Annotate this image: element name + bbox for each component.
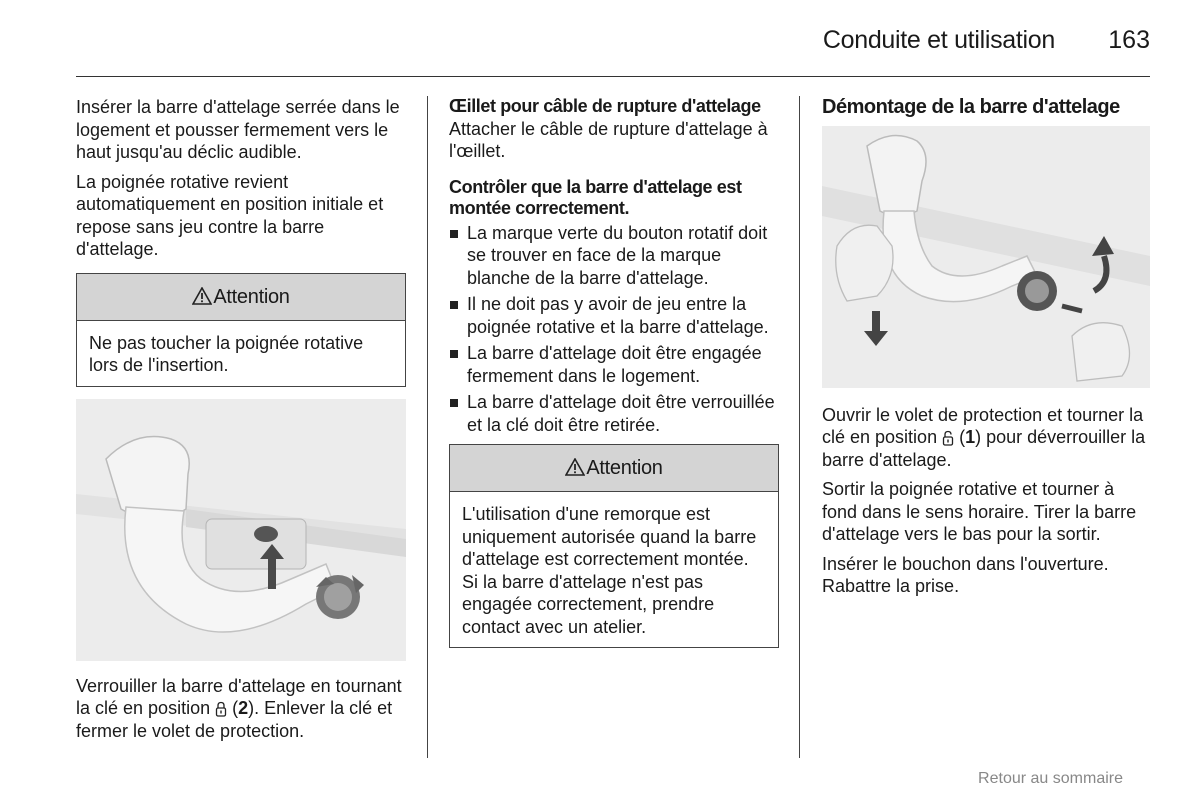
- page-header: [76, 22, 1150, 77]
- paragraph: Ouvrir le volet de protection et tourner la clé en position (1) pour déverrouiller la barre d'attelage.: [822, 404, 1146, 470]
- bullet-square-icon: [450, 399, 458, 407]
- page-number: 163: [1108, 26, 1150, 54]
- subheading: Œillet pour câble de rupture d'attelage: [449, 96, 761, 116]
- warning-title: Attention: [213, 285, 290, 308]
- tow-bar-locking-illustration: [76, 399, 406, 661]
- warning-text: Ne pas toucher la poignée rotative lors de l'insertion.: [89, 332, 364, 375]
- section-heading: Démontage de la barre d'attelage: [822, 96, 1120, 118]
- list-item: Il ne doit pas y avoir de jeu entre la poignée rotative et la barre d'attelage.: [449, 293, 779, 338]
- bullet-square-icon: [450, 230, 458, 238]
- warning-box: [76, 273, 406, 387]
- paragraph: Sortir la poignée rotative et tourner à fond dans le sens horaire. Tirer la barre d'attelage vers le bas pour la sortir.: [822, 479, 1137, 544]
- warning-triangle-icon: [192, 287, 212, 305]
- warning-text: L'utilisation d'une remorque est uniquement autorisée quand la barre d'attelage est correctement montée. Si la barre d'attelage n'est pas engagée correctement, prendre contact avec un atelier.: [462, 504, 757, 637]
- column-3: [822, 96, 1154, 605]
- warning-title: Attention: [586, 457, 663, 479]
- padlock-closed-icon: [215, 701, 227, 717]
- warning-triangle-icon: [565, 458, 585, 476]
- warning-box: [449, 444, 779, 648]
- bullet-square-icon: [450, 301, 458, 309]
- list-item: La barre d'attelage doit être engagée fermement dans le logement.: [449, 342, 779, 387]
- paragraph: Attacher le câble de rupture d'attelage à l'œillet.: [449, 118, 768, 161]
- column-2: [449, 96, 779, 648]
- tow-bar-removal-drawing: [822, 126, 1150, 388]
- column-divider-2: [799, 96, 800, 758]
- list-item: La barre d'attelage doit être verrouillée et la clé doit être retirée.: [449, 391, 779, 436]
- back-to-contents-link[interactable]: Retour au sommaire: [978, 770, 1123, 787]
- subheading: Contrôler que la barre d'attelage est montée correctement.: [449, 176, 742, 218]
- padlock-open-icon: [942, 430, 954, 446]
- tow-bar-removal-illustration: [822, 126, 1150, 388]
- paragraph: La poignée rotative revient automatiquement en position initiale et repose sans jeu contre la barre d'attelage.: [76, 171, 384, 259]
- bullet-square-icon: [450, 350, 458, 358]
- warning-header: [77, 274, 405, 321]
- column-divider-1: [427, 96, 428, 758]
- tow-bar-drawing: [76, 399, 406, 661]
- check-list: [449, 222, 779, 437]
- section-title: Conduite et utilisation: [822, 26, 1055, 54]
- warning-header: [450, 445, 778, 492]
- figure-caption: Verrouiller la barre d'attelage en tournant la clé en position (2). Enlever la clé et fermer le volet de protection.: [76, 675, 402, 741]
- column-1: [76, 96, 406, 749]
- paragraph: Insérer le bouchon dans l'ouverture. Rabattre la prise.: [822, 553, 1109, 596]
- paragraph: Insérer la barre d'attelage serrée dans le logement et pousser fermement vers le haut jusqu'au déclic audible.: [76, 97, 400, 162]
- list-item: La marque verte du bouton rotatif doit se trouver en face de la marque blanche de la barre d'attelage.: [449, 222, 779, 290]
